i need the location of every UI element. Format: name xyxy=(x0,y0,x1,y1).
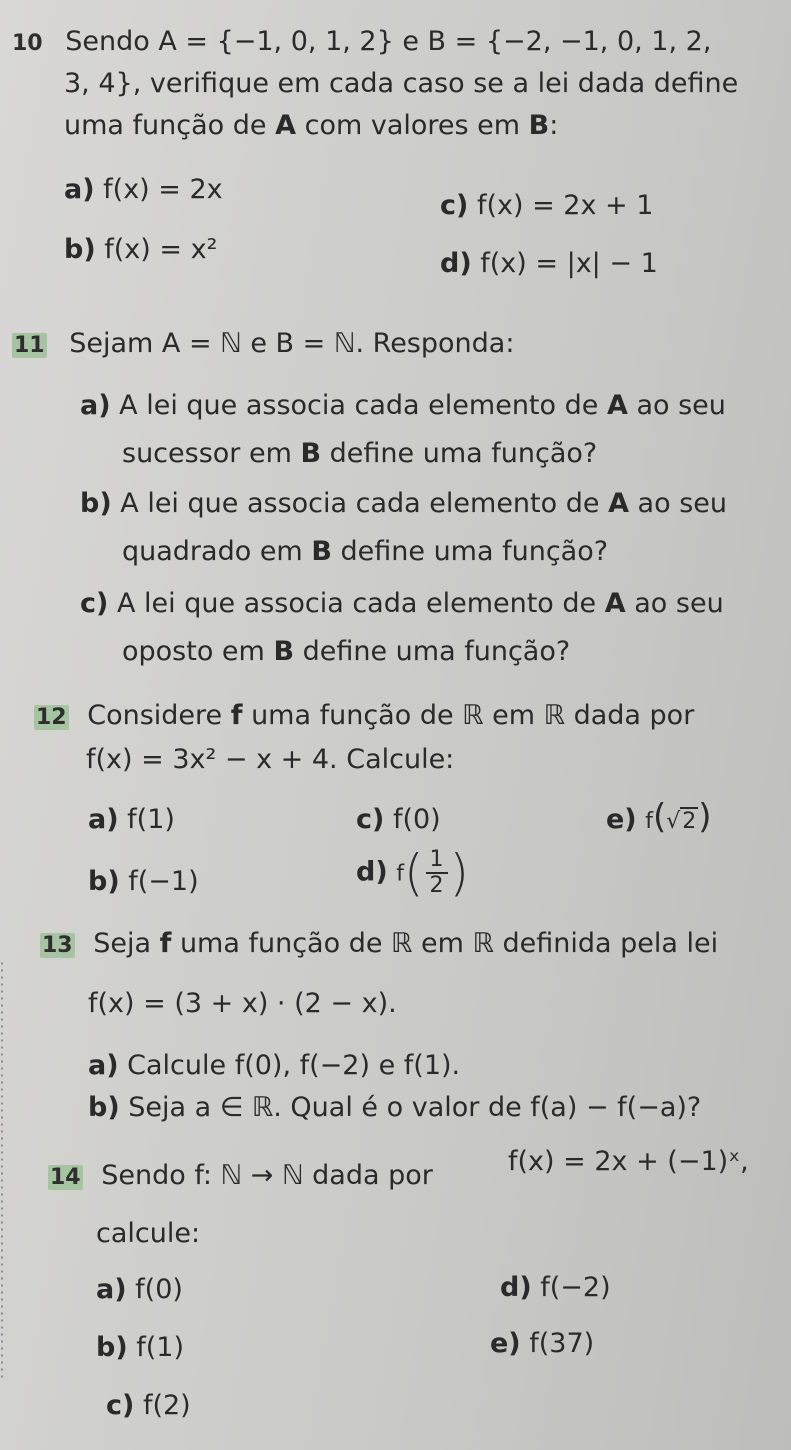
item-expr: f(−2) xyxy=(540,1272,611,1303)
q14-item-b xyxy=(96,1334,184,1361)
q13-item-b xyxy=(88,1094,701,1121)
q11-a-text3: sucessor em xyxy=(122,438,301,469)
q12-line2: f(x) = 3x² − x + 4. Calcule: xyxy=(86,744,455,775)
q12-text2: uma função de ℝ em ℝ dada por xyxy=(242,700,695,731)
item-expr: f(x) = |x| − 1 xyxy=(480,248,658,279)
q12-number: 12 xyxy=(36,705,67,730)
q14-text: Sendo f: ℕ → ℕ dada por xyxy=(101,1160,433,1191)
q13-func-f: f xyxy=(159,928,172,959)
item-expr: f(37) xyxy=(529,1328,595,1359)
item-expr: f(0) xyxy=(392,804,441,835)
item-expr: f(2) xyxy=(142,1390,191,1421)
item-expr: f(x) = 2x xyxy=(103,174,223,205)
item-label: c) xyxy=(106,1390,135,1421)
fraction xyxy=(426,848,448,898)
q11-c-set-a: A xyxy=(604,588,626,619)
q11-b-line1 xyxy=(80,490,727,517)
item-label: b) xyxy=(96,1332,128,1363)
margin-dots xyxy=(0,960,4,1380)
left-paren: ( xyxy=(404,844,424,903)
q14-number: 14 xyxy=(50,1165,81,1190)
q14-first-line xyxy=(48,1162,433,1189)
item-label: b) xyxy=(88,866,120,897)
q11-intro: Sejam A = ℕ e B = ℕ. Responda: xyxy=(69,328,515,359)
q10-line3-colon: : xyxy=(549,110,559,141)
item-label: c) xyxy=(80,588,109,619)
q12-func-f: f xyxy=(230,700,243,731)
q10-line3-set-b: B xyxy=(528,110,550,141)
sqrt-icon: √ xyxy=(666,809,681,834)
q13-first-line xyxy=(40,930,718,957)
q10-line3-set-a: A xyxy=(275,110,297,141)
item-label: c) xyxy=(440,190,469,221)
fraction-numerator: 1 xyxy=(426,848,448,874)
q10-first-line xyxy=(12,28,711,55)
q11-c-text3: oposto em xyxy=(122,636,274,667)
q11-a-text2: ao seu xyxy=(627,390,726,421)
item-label: a) xyxy=(80,390,111,421)
q10-item-a xyxy=(64,176,223,203)
item-expr: f(1) xyxy=(136,1332,185,1363)
item-expr: f(1) xyxy=(127,804,175,835)
q10-item-c xyxy=(440,192,653,219)
q11-a-set-a: A xyxy=(606,390,628,421)
q11-c-line1 xyxy=(80,590,724,617)
q11-b-line2 xyxy=(122,538,608,565)
q11-b-text: A lei que associa cada elemento de xyxy=(120,488,609,519)
q13-number: 13 xyxy=(42,933,73,958)
item-label: d) xyxy=(500,1272,532,1303)
q10-line2: 3, 4}, verifique em cada caso se a lei dada define xyxy=(64,68,739,99)
q14-item-c xyxy=(106,1392,191,1419)
q12-text: Considere xyxy=(87,700,231,731)
item-label: b) xyxy=(80,488,112,519)
q12-item-b xyxy=(88,868,199,895)
item-label: a) xyxy=(88,804,119,835)
q14-item-a xyxy=(96,1276,183,1303)
q14-line2: calcule: xyxy=(96,1218,201,1249)
q11-c-text2: ao seu xyxy=(625,588,724,619)
q11-b-text4: define uma função? xyxy=(331,536,609,567)
q10-number: 10 xyxy=(12,31,43,56)
item-label: b) xyxy=(88,1092,120,1123)
q14-item-d xyxy=(500,1274,611,1301)
q10-line1: Sendo A = {−1, 0, 1, 2} e B = {−2, −1, 0, 1, 2, xyxy=(65,26,712,57)
item-label: a) xyxy=(96,1274,127,1305)
q13-text: Seja xyxy=(93,928,160,959)
q14-formula: f(x) = 2x + (−1)ˣ, xyxy=(508,1146,749,1177)
q13-text2: uma função de ℝ em ℝ definida pela lei xyxy=(171,928,719,959)
q11-a-text: A lei que associa cada elemento de xyxy=(119,390,607,421)
q11-c-set-b: B xyxy=(273,636,295,667)
q10-line3-text2: com valores em xyxy=(296,110,529,141)
q13-line2: f(x) = (3 + x) · (2 − x). xyxy=(88,988,397,1019)
sqrt-radicand: 2 xyxy=(682,809,697,834)
item-expr: f(−1) xyxy=(128,866,199,897)
q13-item-a xyxy=(88,1052,460,1079)
item-label: a) xyxy=(64,174,95,205)
q10-line3-text: uma função de xyxy=(64,110,276,141)
q12-d-func: f xyxy=(396,861,405,887)
item-expr: f(x) = x² xyxy=(104,234,218,265)
q11-c-text: A lei que associa cada elemento de xyxy=(116,588,605,619)
q11-a-line1 xyxy=(80,392,726,419)
q12-first-line xyxy=(34,702,694,729)
item-label: e) xyxy=(490,1328,521,1359)
q12-item-c xyxy=(356,806,441,833)
q10-item-d xyxy=(440,250,658,277)
q11-b-text2: ao seu xyxy=(628,488,727,519)
q12-e-func: f xyxy=(645,809,653,834)
item-label: d) xyxy=(356,856,388,888)
q11-c-line2 xyxy=(122,638,570,665)
item-label: c) xyxy=(356,804,385,835)
q11-b-set-b: B xyxy=(311,536,332,567)
q11-number: 11 xyxy=(14,333,45,358)
item-label: a) xyxy=(88,1050,119,1081)
fraction-denominator: 2 xyxy=(429,873,444,899)
q11-b-set-a: A xyxy=(608,488,629,519)
item-expr: f(0) xyxy=(135,1274,183,1305)
right-paren: ) xyxy=(698,797,712,837)
item-label: e) xyxy=(606,804,637,835)
item-expr: f(x) = 2x + 1 xyxy=(476,190,654,221)
q14-item-e xyxy=(490,1330,594,1357)
q11-a-set-b: B xyxy=(300,438,322,469)
left-paren: ( xyxy=(653,797,667,837)
item-label: d) xyxy=(440,248,472,279)
item-text: Calcule f(0), f(−2) e f(1). xyxy=(127,1050,461,1081)
right-paren: ) xyxy=(449,844,470,903)
q12-item-e xyxy=(606,797,712,837)
item-label: b) xyxy=(64,234,96,265)
q10-item-b xyxy=(64,236,217,263)
item-text: Seja a ∈ ℝ. Qual é o valor de f(a) − f(−a)? xyxy=(128,1092,702,1123)
q12-item-a xyxy=(88,806,175,833)
q11-c-text4: define uma função? xyxy=(294,636,571,667)
q11-a-line2 xyxy=(122,440,597,467)
q10-line3 xyxy=(64,112,558,139)
q11-a-text4: define uma função? xyxy=(321,438,598,469)
q12-item-d xyxy=(356,844,470,903)
q11-first-line xyxy=(12,330,514,357)
q11-b-text3: quadrado em xyxy=(122,536,312,567)
